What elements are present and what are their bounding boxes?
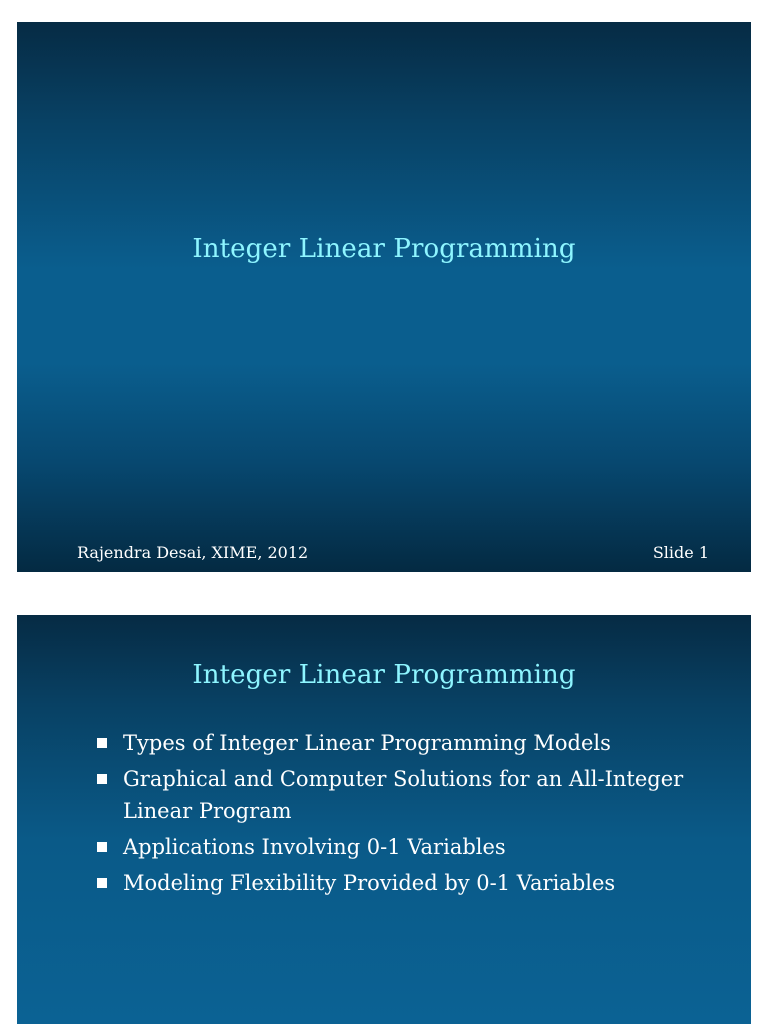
slide-1-footer-author: Rajendra Desai, XIME, 2012 <box>77 543 309 562</box>
square-bullet-icon <box>97 774 107 784</box>
slide-2-title: Integer Linear Programming <box>192 660 576 690</box>
slide-2 <box>17 615 751 1024</box>
slide-1-footer-number: Slide 1 <box>652 543 709 562</box>
bullet-item <box>95 831 705 863</box>
bullet-item <box>95 867 705 899</box>
square-bullet-icon <box>97 878 107 888</box>
bullet-text: Types of Integer Linear Programming Models <box>123 731 611 755</box>
bullet-text: Applications Involving 0-1 Variables <box>123 835 506 859</box>
bullet-text: Modeling Flexibility Provided by 0-1 Variables <box>123 871 616 895</box>
square-bullet-icon <box>97 842 107 852</box>
bullet-item <box>95 763 705 827</box>
bullet-item <box>95 727 705 759</box>
slide-1 <box>17 22 751 572</box>
bullet-text: Graphical and Computer Solutions for an All-Integer Linear Program <box>123 767 684 823</box>
square-bullet-icon <box>97 738 107 748</box>
slide-2-bullet-list <box>95 727 705 903</box>
slide-1-title: Integer Linear Programming <box>192 234 576 264</box>
